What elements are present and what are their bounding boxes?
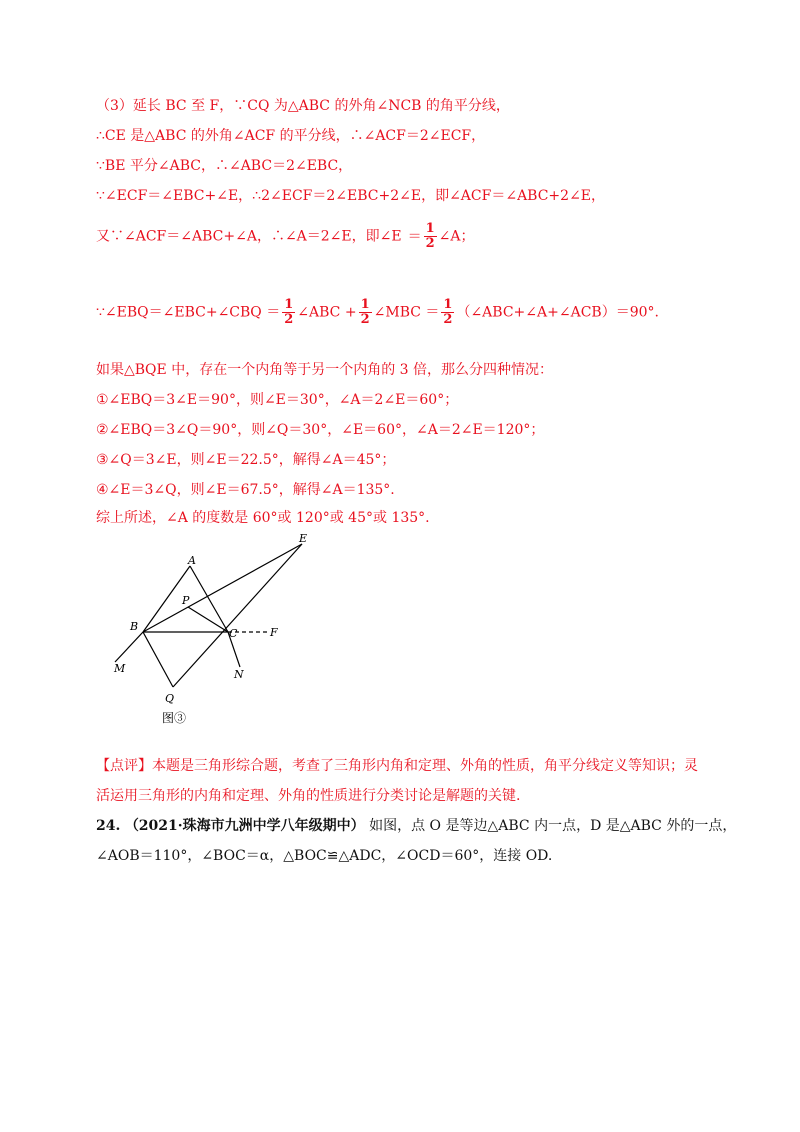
label-Q: Q xyxy=(165,692,175,705)
label-C: C xyxy=(229,627,238,640)
label-E: E xyxy=(299,532,308,545)
problem-24-line-2: ∠AOB＝110°，∠BOC＝α，△BOC≌△ADC，∠OCD＝60°，连接 OD. xyxy=(96,848,553,864)
solution-line-4: ∵∠ECF＝∠EBC+∠E，∴2∠ECF＝2∠EBC+2∠E，即∠ACF＝∠ABC+2∠E， xyxy=(96,188,606,204)
label-F: F xyxy=(270,626,278,639)
label-P: P xyxy=(182,594,190,607)
solution-line-5-end: ∠A； xyxy=(438,228,475,245)
solution-line-6-end: （∠ABC+∠A+∠ACB）＝90°. xyxy=(456,304,659,321)
fraction-half: $\frac{1}{2}$ xyxy=(360,297,370,327)
fraction-half: $\frac{1}{2}$ xyxy=(284,297,294,327)
solution-line-1: （3）延长 BC 至 F，∵CQ 为△ABC 的外角∠NCB 的角平分线， xyxy=(96,98,510,114)
solution-line-6-abc: ∠ABC xyxy=(297,304,341,321)
solution-line-3: ∵BE 平分∠ABC，∴∠ABC＝2∠EBC， xyxy=(96,158,353,174)
problem-24-text: 如图，点 O 是等边△ABC 内一点，D 是△ABC 外的一点， xyxy=(369,818,737,834)
solution-line-5-text: 又∵∠ACF＝∠ABC+∠A，∴∠A＝2∠E，即∠E xyxy=(96,228,402,245)
case-3: ③∠Q＝3∠E，则∠E＝22.5°，解得∠A＝45°； xyxy=(96,452,396,468)
fraction-half: $\frac{1}{2}$ xyxy=(443,297,453,327)
case-4: ④∠E＝3∠Q，则∠E＝67.5°，解得∠A＝135°. xyxy=(96,482,395,498)
case-1: ①∠EBQ＝3∠E＝90°，则∠E＝30°，∠A＝2∠E＝60°； xyxy=(96,392,459,408)
comment-line-2: 活运用三角形的内角和定理、外角的性质进行分类讨论是解题的关键. xyxy=(96,788,521,804)
solution-line-6: ∵∠EBQ＝∠EBC+∠CBQ ＝ $\frac{1}{2}$ ∠ABC + $\frac{1}{2}$ ∠MBC ＝ $\frac{1}{2}$ （∠ABC+∠A+∠ACB）＝90°. xyxy=(96,297,659,327)
label-B: B xyxy=(130,620,139,633)
solution-line-2: ∴CE 是△ABC 的外角∠ACF 的平分线，∴∠ACF＝2∠ECF， xyxy=(96,128,486,144)
figure-caption: 图③ xyxy=(162,711,187,725)
label-N: N xyxy=(234,668,244,681)
solution-line-5: 又∵∠ACF＝∠ABC+∠A，∴∠A＝2∠E，即∠E ＝ $\frac{1}{2}$ ∠A； xyxy=(96,221,475,251)
problem-24-line-1 xyxy=(96,816,736,836)
fraction-half: $\frac{1}{2}$ xyxy=(425,221,435,251)
problem-source: （2021·珠海市九洲中学八年级期中） xyxy=(124,818,365,834)
conclusion: 综上所述，∠A 的度数是 60°或 120°或 45°或 135°. xyxy=(96,510,430,526)
label-A: A xyxy=(188,554,196,567)
problem-number: 24. xyxy=(96,818,121,834)
solution-line-6-start: ∵∠EBQ＝∠EBC+∠CBQ xyxy=(96,304,262,321)
comment-line-1: 【点评】本题是三角形综合题，考查了三角形内角和定理、外角的性质，角平分线定义等知识；灵 xyxy=(96,758,698,774)
label-M: M xyxy=(114,662,126,675)
case-2: ②∠EBQ＝3∠Q＝90°，则∠Q＝30°，∠E＝60°，∠A＝2∠E＝120°； xyxy=(96,422,545,438)
triangle-diagram xyxy=(110,532,310,732)
solution-line-6-mbc: ∠MBC xyxy=(373,304,421,321)
geometry-figure xyxy=(110,532,310,732)
solution-line-7: 如果△BQE 中，存在一个内角等于另一个内角的 3 倍，那么分四种情况： xyxy=(96,362,554,378)
